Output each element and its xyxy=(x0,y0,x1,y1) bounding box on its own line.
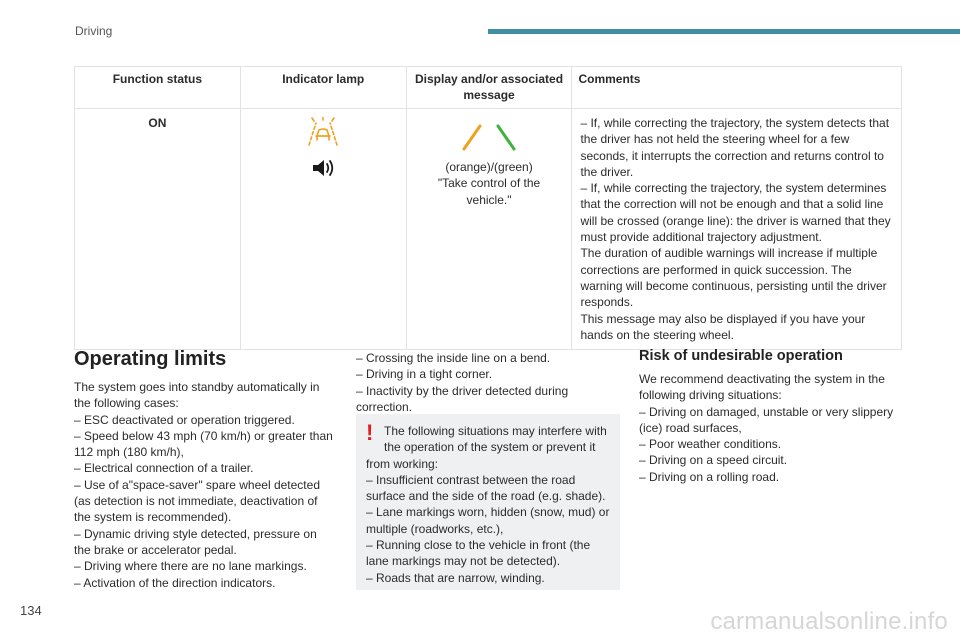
list-item: – Dynamic driving style detected, pressure on the brake or accelerator pedal. xyxy=(74,526,317,557)
list-item: – Driving on a rolling road. xyxy=(639,469,780,484)
display-message-text: "Take control of the vehicle." xyxy=(437,176,541,207)
list-item: – Lane markings worn, hidden (snow, mud) or multiple (roadworks, etc.), xyxy=(366,505,610,536)
warning-icon: ! xyxy=(366,420,374,445)
table-row xyxy=(75,109,902,350)
list-item: – Poor weather conditions. xyxy=(639,437,782,452)
list-item: – Inactivity by the driver detected during correction. xyxy=(356,383,569,414)
header-accent-bar xyxy=(488,29,960,34)
list-item: – Driving in a tight corner. xyxy=(356,367,493,382)
warning-box xyxy=(356,414,620,590)
list-item: – Insufficient contrast between the road surface and the side of the road (e.g. shade). xyxy=(366,472,606,504)
list-item: – Roads that are narrow, winding. xyxy=(366,570,545,585)
paragraph: The system goes into standby automatically in the following cases: xyxy=(74,380,320,411)
list-item: – Speed below 43 mph (70 km/h) or greater than 112 mph (180 km/h), xyxy=(74,428,333,460)
audible-warning-icon xyxy=(310,157,336,179)
operating-limits-text xyxy=(74,379,336,591)
watermark: carmanualsonline.info xyxy=(710,608,948,635)
comment-paragraph: This message may also be displayed if you have your hands on the steering wheel. xyxy=(580,311,866,342)
display-color-label: (orange)/(green) xyxy=(445,160,533,174)
header-display-message: Display and/or associated message xyxy=(406,67,572,109)
table-header-row xyxy=(75,67,902,109)
operating-limits-continued xyxy=(356,350,618,415)
display-message-cell xyxy=(406,109,572,350)
header-indicator-lamp: Indicator lamp xyxy=(240,67,406,109)
list-item: – Running close to the vehicle in front (the lane markings may not be detected). xyxy=(366,538,591,569)
comments-cell xyxy=(572,109,902,350)
comment-paragraph: – If, while correcting the trajectory, the system detects that the driver has not held the steering wheel for a few seconds, it interrupts the correction and returns control to the driver. xyxy=(580,116,890,179)
list-item: – Driving on damaged, unstable or very slippery (ice) road surfaces, xyxy=(639,404,894,435)
risk-heading: Risk of undesirable operation xyxy=(639,348,843,364)
paragraph: We recommend deactivating the system in the following driving situations: xyxy=(639,372,885,403)
list-item: – Activation of the direction indicators. xyxy=(74,575,276,590)
operating-limits-heading: Operating limits xyxy=(74,348,227,370)
function-status-table xyxy=(74,66,902,350)
risk-text xyxy=(639,371,901,485)
indicator-lamp-cell xyxy=(240,109,406,350)
section-label: Driving xyxy=(75,24,113,38)
list-item: – Electrical connection of a trailer. xyxy=(74,461,254,476)
page-number: 134 xyxy=(20,603,42,618)
list-item: – ESC deactivated or operation triggered. xyxy=(74,412,295,427)
function-status-cell: ON xyxy=(75,109,241,350)
header-function-status: Function status xyxy=(75,67,241,109)
comment-paragraph: – If, while correcting the trajectory, the system determines that the correction will not be enough and that a solid line will be crossed (orange line): the driver is warned that they must provide additional trajectory adjustment. xyxy=(580,181,891,245)
header-comments: Comments xyxy=(572,67,902,109)
lane-departure-lamp-icon xyxy=(306,117,340,147)
paragraph: The following situations may interfere with the operation of the system or prevent it from working: xyxy=(366,424,607,471)
list-item: – Driving on a speed circuit. xyxy=(639,453,788,468)
list-item: – Crossing the inside line on a bend. xyxy=(356,351,551,365)
list-item: – Use of a"space-saver" spare wheel detected (as detection is not immediate, deactivation of the system is recommended). xyxy=(74,477,320,525)
lane-line-colors-icon xyxy=(454,123,524,151)
comment-paragraph: The duration of audible warnings will increase if multiple corrections are performed in quick succession. The warning will become continuous, persisting until the driver responds. xyxy=(580,246,887,310)
list-item: – Driving where there are no lane markings. xyxy=(74,559,307,574)
